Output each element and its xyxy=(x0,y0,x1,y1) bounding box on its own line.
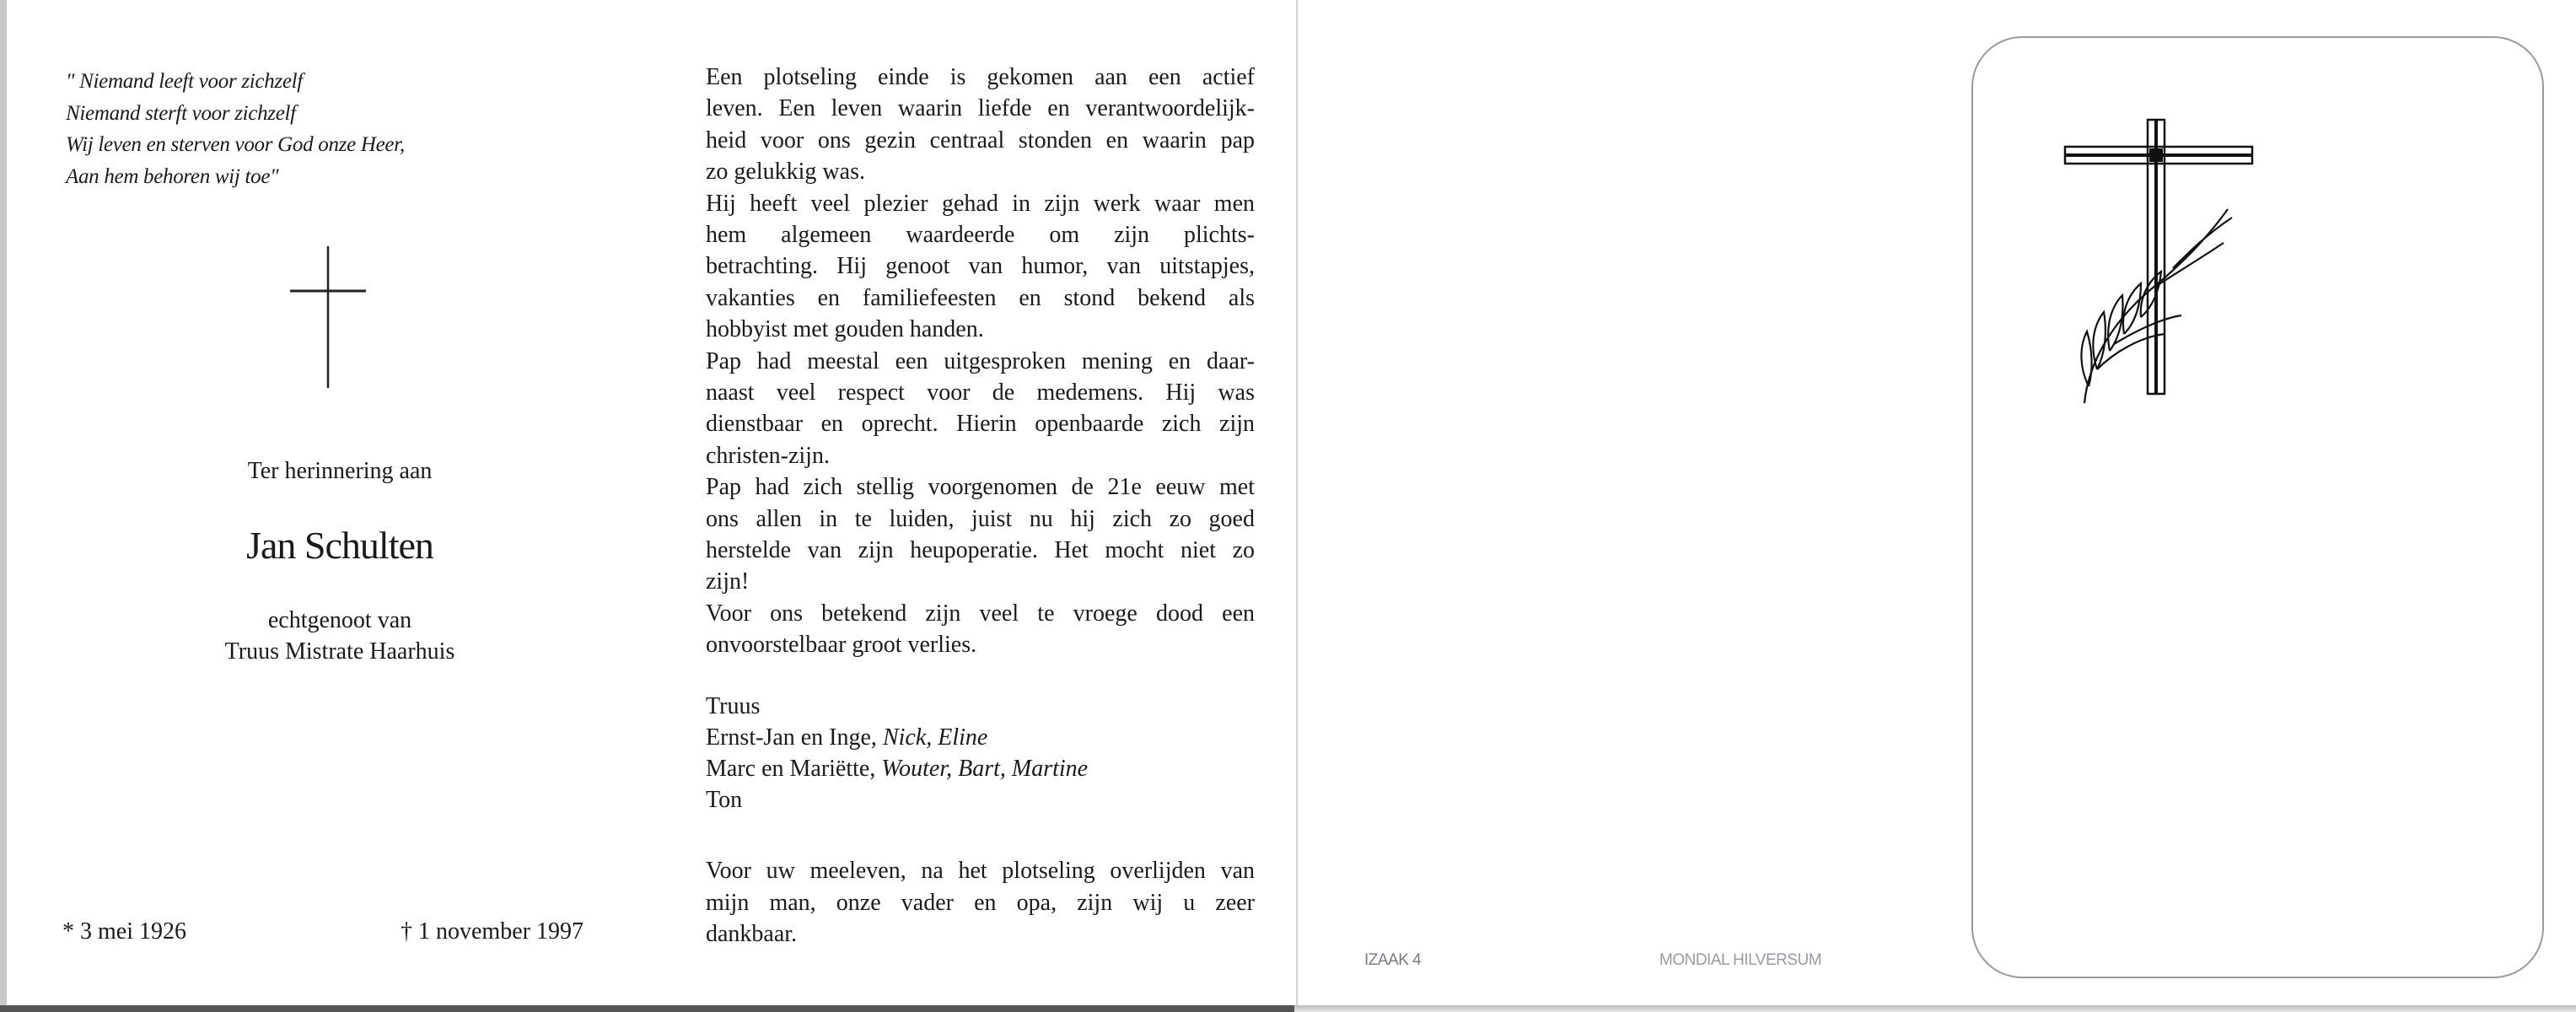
quote-line: Niemand sterft voor zichzelf xyxy=(66,101,296,125)
spouse-label: echtgenoot van xyxy=(267,607,412,633)
quote-line: Wij leven en sterven voor God onze Heer, xyxy=(66,133,405,156)
family-member-line xyxy=(706,753,1255,785)
family-names: Marc en Mariëtte, xyxy=(706,756,882,782)
grandchildren-names: Wouter, Bart, Martine xyxy=(881,756,1089,782)
death-date: † 1 november 1997 xyxy=(401,918,583,945)
page-edge xyxy=(0,1005,2576,1012)
card-frame xyxy=(1971,36,2544,978)
paragraph-line: vakanties en familiefeesten en stond bekend als xyxy=(706,284,1255,311)
paragraph-line: Hij heeft veel plezier gehad in zijn werk waar men xyxy=(706,190,1255,217)
paragraph-line: ons allen in te luiden, juist nu hij zich zo goed xyxy=(706,505,1255,532)
grandchildren-names: Nick, Eline xyxy=(882,724,988,751)
paragraph-line: leven. Een leven waarin liefde en verantwoordelijk- xyxy=(706,95,1255,122)
thanks-line: Voor uw meeleven, na het plotseling overlijden van xyxy=(706,858,1255,884)
paragraph-line: heid voor ons gezin centraal stonden en waarin pap xyxy=(706,126,1255,153)
family-member-line xyxy=(706,784,1255,816)
spouse-name: Truus Mistrate Haarhuis xyxy=(224,638,455,665)
quote-line: Aan hem behoren wij toe" xyxy=(66,164,279,188)
thanks-line: dankbaar. xyxy=(706,921,798,947)
paragraph-line: zijn! xyxy=(706,568,750,595)
family-member-line xyxy=(706,691,1255,723)
family-member-line xyxy=(706,722,1255,754)
deceased-name: Jan Schulten xyxy=(246,524,433,567)
paragraph-line: zo gelukkig was. xyxy=(706,159,865,186)
paragraph-line: hem algemeen waardeerde om zijn plichts- xyxy=(706,222,1255,248)
paragraph-line: Pap had meestal een uitgesproken mening en daar- xyxy=(706,347,1255,374)
thanks-line: mijn man, onze vader en opa, zijn wij u zeer xyxy=(706,889,1255,916)
paragraph-line: Een plotseling einde is gekomen aan een actief xyxy=(706,64,1255,90)
imprint-code: IZAAK 4 xyxy=(1364,951,1422,969)
quote-line: " Niemand leeft voor zichzelf xyxy=(66,70,303,93)
paragraph-line: christen-zijn. xyxy=(706,442,830,469)
paragraph-line: betrachting. Hij genoot van humor, van uitstapjes, xyxy=(706,253,1255,280)
family-names: Ernst-Jan en Inge, xyxy=(706,724,883,751)
cross-icon xyxy=(290,246,366,388)
bible-quote xyxy=(66,66,405,192)
paragraph-line: Pap had zich stellig voorgenomen de 21e eeuw met xyxy=(706,474,1255,501)
paragraph-line: Voor ons betekend zijn veel te vroege dood een xyxy=(706,600,1255,627)
paragraph-line: herstelde van zijn heupoperatie. Het mocht niet zo xyxy=(706,537,1255,563)
birth-date: * 3 mei 1926 xyxy=(62,918,186,945)
paragraph-line: naast veel respect voor de medemens. Hij was xyxy=(706,380,1255,406)
paragraph-line: hobbyist met gouden handen. xyxy=(706,316,984,343)
paragraph-line: dienstbaar en oprecht. Hierin openbaarde zich zijn xyxy=(706,411,1255,438)
paragraph-line: onvoorstelbaar groot verlies. xyxy=(706,632,977,659)
cross-with-wheat-icon xyxy=(2063,116,2257,412)
family-names: Ton xyxy=(706,787,743,813)
imprint-printer: MONDIAL HILVERSUM xyxy=(1659,951,1822,969)
in-memory-label: Ter herinnering aan xyxy=(247,458,433,484)
family-names: Truus xyxy=(706,693,761,719)
